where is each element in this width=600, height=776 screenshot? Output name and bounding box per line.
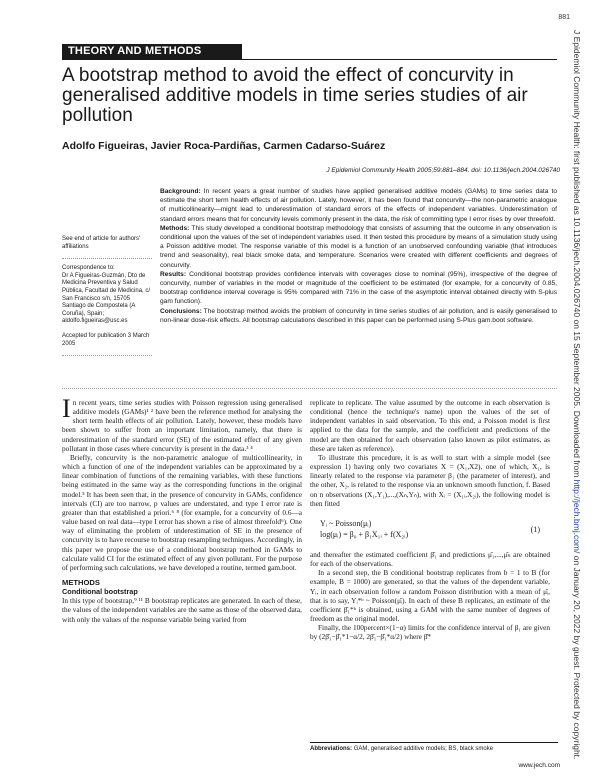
journal-url[interactable]: www.jech.com	[518, 762, 560, 769]
abbreviations	[310, 742, 558, 752]
paragraph: and thereafter the estimated coefficient β̂₁ and predictions μ̂₁,...,μ̂ₙ are obtained for each of the observations.	[310, 549, 550, 569]
article-title: A bootstrap method to avoid the effect of concurvity in generalised additive models in time series studies of air pollution	[62, 65, 528, 126]
equation-line: log(μᵢ) = β₀ + β₁X₁ᵢ + f(X₂ᵢ)	[320, 529, 409, 539]
paragraph: In a second step, the B conditional bootstrap replicates from b = 1 to B (for example, B = 1000) are generated, so that the values of the dependent variable, Yᵢ, in each observation follow a random Poisson distribution with a mean of μ̂ᵢ, that is to say, Yᵢ*ᵇ ~ Poisson(μ̂ᵢ). In each of these B replicates, an estimate of the coefficient β̂₁*ᵇ is obtained, using a GAM with the same number of degrees of freedom as the original model.	[310, 568, 550, 623]
abstract-conclusions	[160, 307, 557, 325]
background-label: Background:	[160, 188, 201, 195]
paragraph: In this type of bootstrap,⁹ ¹¹ B bootstrap replicates are generated. In each of these, the values of the independent variables are the same as those of the observed data, with only the values of the response variable being varied from	[62, 596, 302, 624]
abstract-methods	[160, 224, 557, 270]
background-text: In recent years a great number of studies have applied generalised additive models (GAMs) to time series data to estimate the short term health effects of air pollution. Lately, however, it has been found that concurvity—the non-parametric analogue of multicollinearity—might lead to underestimation of standard errors of the effects of independent variables. Underestimation of standard errors means that for concurvity levels commonly present in the data, the risk of committing type I error rises by over threefold.	[160, 188, 557, 223]
page-number: 881	[558, 14, 570, 21]
correspondence-label: Correspondence to:	[62, 265, 115, 272]
section-label: THEORY AND METHODS	[62, 44, 242, 59]
side-copyright-note	[568, 30, 582, 760]
sidebar-notes	[62, 236, 152, 362]
abstract-background	[160, 187, 557, 224]
results-label: Results:	[160, 270, 187, 278]
equation-number: (1)	[530, 524, 540, 534]
abstract-results	[160, 270, 557, 307]
conclusions-text: The bootstrap method avoids the problem of concurvity in time series studies of air pollution, and is easily generalised to non-linear dose-risk effects. All bootstrap calculations described in this paper can be performed using S-Plus gam.boot software.	[160, 307, 557, 324]
paragraph	[62, 394, 302, 453]
section-divider	[62, 388, 557, 389]
paragraph: Briefly, concurvity is the non-parametric analogue of multicollinearity, in which a function of one of the independent variables can be approximated by a linear combination of functions of the remaining variables, with these functions being estimated in the same way as the corresponding functions in the original model.⁵ It has been seen that, in the presence of concurvity in GAMs, confidence intervals (CI) are too narrow, p values are understated, and type I error rate is greater than that established a priori.⁶ ⁸ (for example, for a concurvity of 0.6—a value based on real data—type I error has shown a rise of almost threefold⁶). One way of eliminating the problem of underestimation of SE in the presence of concurvity is to have recourse to bootstrap resampling techniques. Accordingly, in this paper we propose the use of a conditional bootstrap method in GAMs to calculate valid CI for the estimated effect of any given pollutant. For the purpose of performing such calculations, we have developed a routine, termed gam.boot.	[62, 452, 302, 572]
methods-label: Methods:	[160, 224, 190, 232]
body-column-left	[62, 394, 302, 624]
methods-text: This study developed a conditional bootstrap methodology that consists of assuming that the outcome in any observation is conditional upon the values of the set of independent variables used. It then tested this procedure by means of a simulation study using a Poisson additive model. The response variable of this model is a function of an unobserved confounding variable (that introduces trend and seasonality), real black smoke data, and temperature. Scenarios were created with different coefficients and degrees of concurvity.	[160, 224, 557, 269]
drop-cap: I	[62, 394, 71, 423]
equation-line: Yᵢ ~ Poisson(μᵢ)	[320, 518, 372, 528]
header-rule	[62, 59, 557, 60]
section-heading: METHODS	[62, 577, 100, 587]
citation-line: J Epidemiol Community Health 2005;59:881–884. doi: 10.1136/jech.2004.026740	[326, 167, 560, 174]
paragraph: To illustrate this procedure, it is as well to start with a simple model (see expression 1) having only two covariates X = (X₁,X2), one of which, X₁, is linearly related to the response via parameter β₁ (the parameter of interest), and the other, X₂, is related to the response via an unknown smooth function, f. Based on n observations (X₁,Y₁),...,(Xₙ,Yₙ), with Xᵢ = (X₁ᵢ,X₂ᵢ), the following model is then fitted	[310, 452, 550, 508]
results-text: Conditional bootstrap provides confidence intervals with coverages close to nominal (95%), irrespective of the degree of concurvity, number of variables in the model or magnitude of the coefficient to be estimated (for example, for a concurvity of 0.85, bootstrap confidence interval coverage is 95% compared with 71% in the case of the asymptotic interval obtained directly with S-plus gam function).	[160, 270, 557, 306]
author-list: Adolfo Figueiras, Javier Roca-Pardiñas, Carmen Cadarso-Suárez	[62, 140, 386, 152]
equation-1	[320, 518, 550, 540]
correspondence-address: Dr A Figueiras-Guzmán, Dto de Medicina Preventiva y Salud Pública, Facultad de Medicina, c/ San Francisco s/n, 15705 Santiago de Compostela (A Coruña), Spain; aldolfo.figueiras@usc.es	[62, 272, 151, 325]
abbreviations-label: Abbreviations:	[310, 746, 353, 752]
body-column-right	[310, 398, 550, 641]
divider	[62, 355, 152, 356]
abstract	[160, 187, 557, 325]
conclusions-label: Conclusions:	[160, 307, 202, 315]
accepted-date: Accepted for publication 3 March 2005	[62, 332, 150, 347]
paragraph-text: n recent years, time series studies with Poisson regression using generalised additive models (GAMs)¹ ² have been the reference method for analysing the short term health effects of air pollution. Lately, however, these models have been shown to suffer from an important limitation, namely, that there is underestimation of the standard error (SE) of the estimated effect of any given pollutant in those cases where concurvity is present in the data.³ ⁴	[62, 398, 302, 453]
paragraph: replicate to replicate. The value assumed by the outcome in each observation is conditional (hence the technique's name) upon the values of the set of independent variables in said observation. To this end, a Poisson model is first applied to the data for the sample, and the coefficient and predictions of the model are then obtained for each observation (also known as pilot estimates, as these are taken as reference).	[310, 398, 550, 453]
divider	[62, 258, 152, 259]
correspondence	[62, 265, 152, 326]
side-note-link[interactable]: http://jech.bmj.com/	[572, 479, 582, 554]
side-note-text-end: on January 20, 2022 by guest. Protected by copyright.	[572, 553, 582, 760]
affiliations-note: See end of article for authors' affiliations	[62, 236, 141, 250]
subsection-heading: Conditional bootstrap	[62, 587, 138, 597]
side-note-text: J Epidemiol Community Health: first published as 10.1136/jech.2004.026740 on 15 September 2005. Downloaded from	[572, 30, 582, 480]
abbreviations-text: GAM, generalised additive models; BS, black smoke	[353, 746, 494, 752]
paragraph: Finally, the 100percent×(1−α) limits for the confidence interval of β₁ are given by (2β̂₁−β̂₁*1−α/2, 2β̂₁−β̂₁*α/2) where β̂*	[310, 623, 550, 642]
